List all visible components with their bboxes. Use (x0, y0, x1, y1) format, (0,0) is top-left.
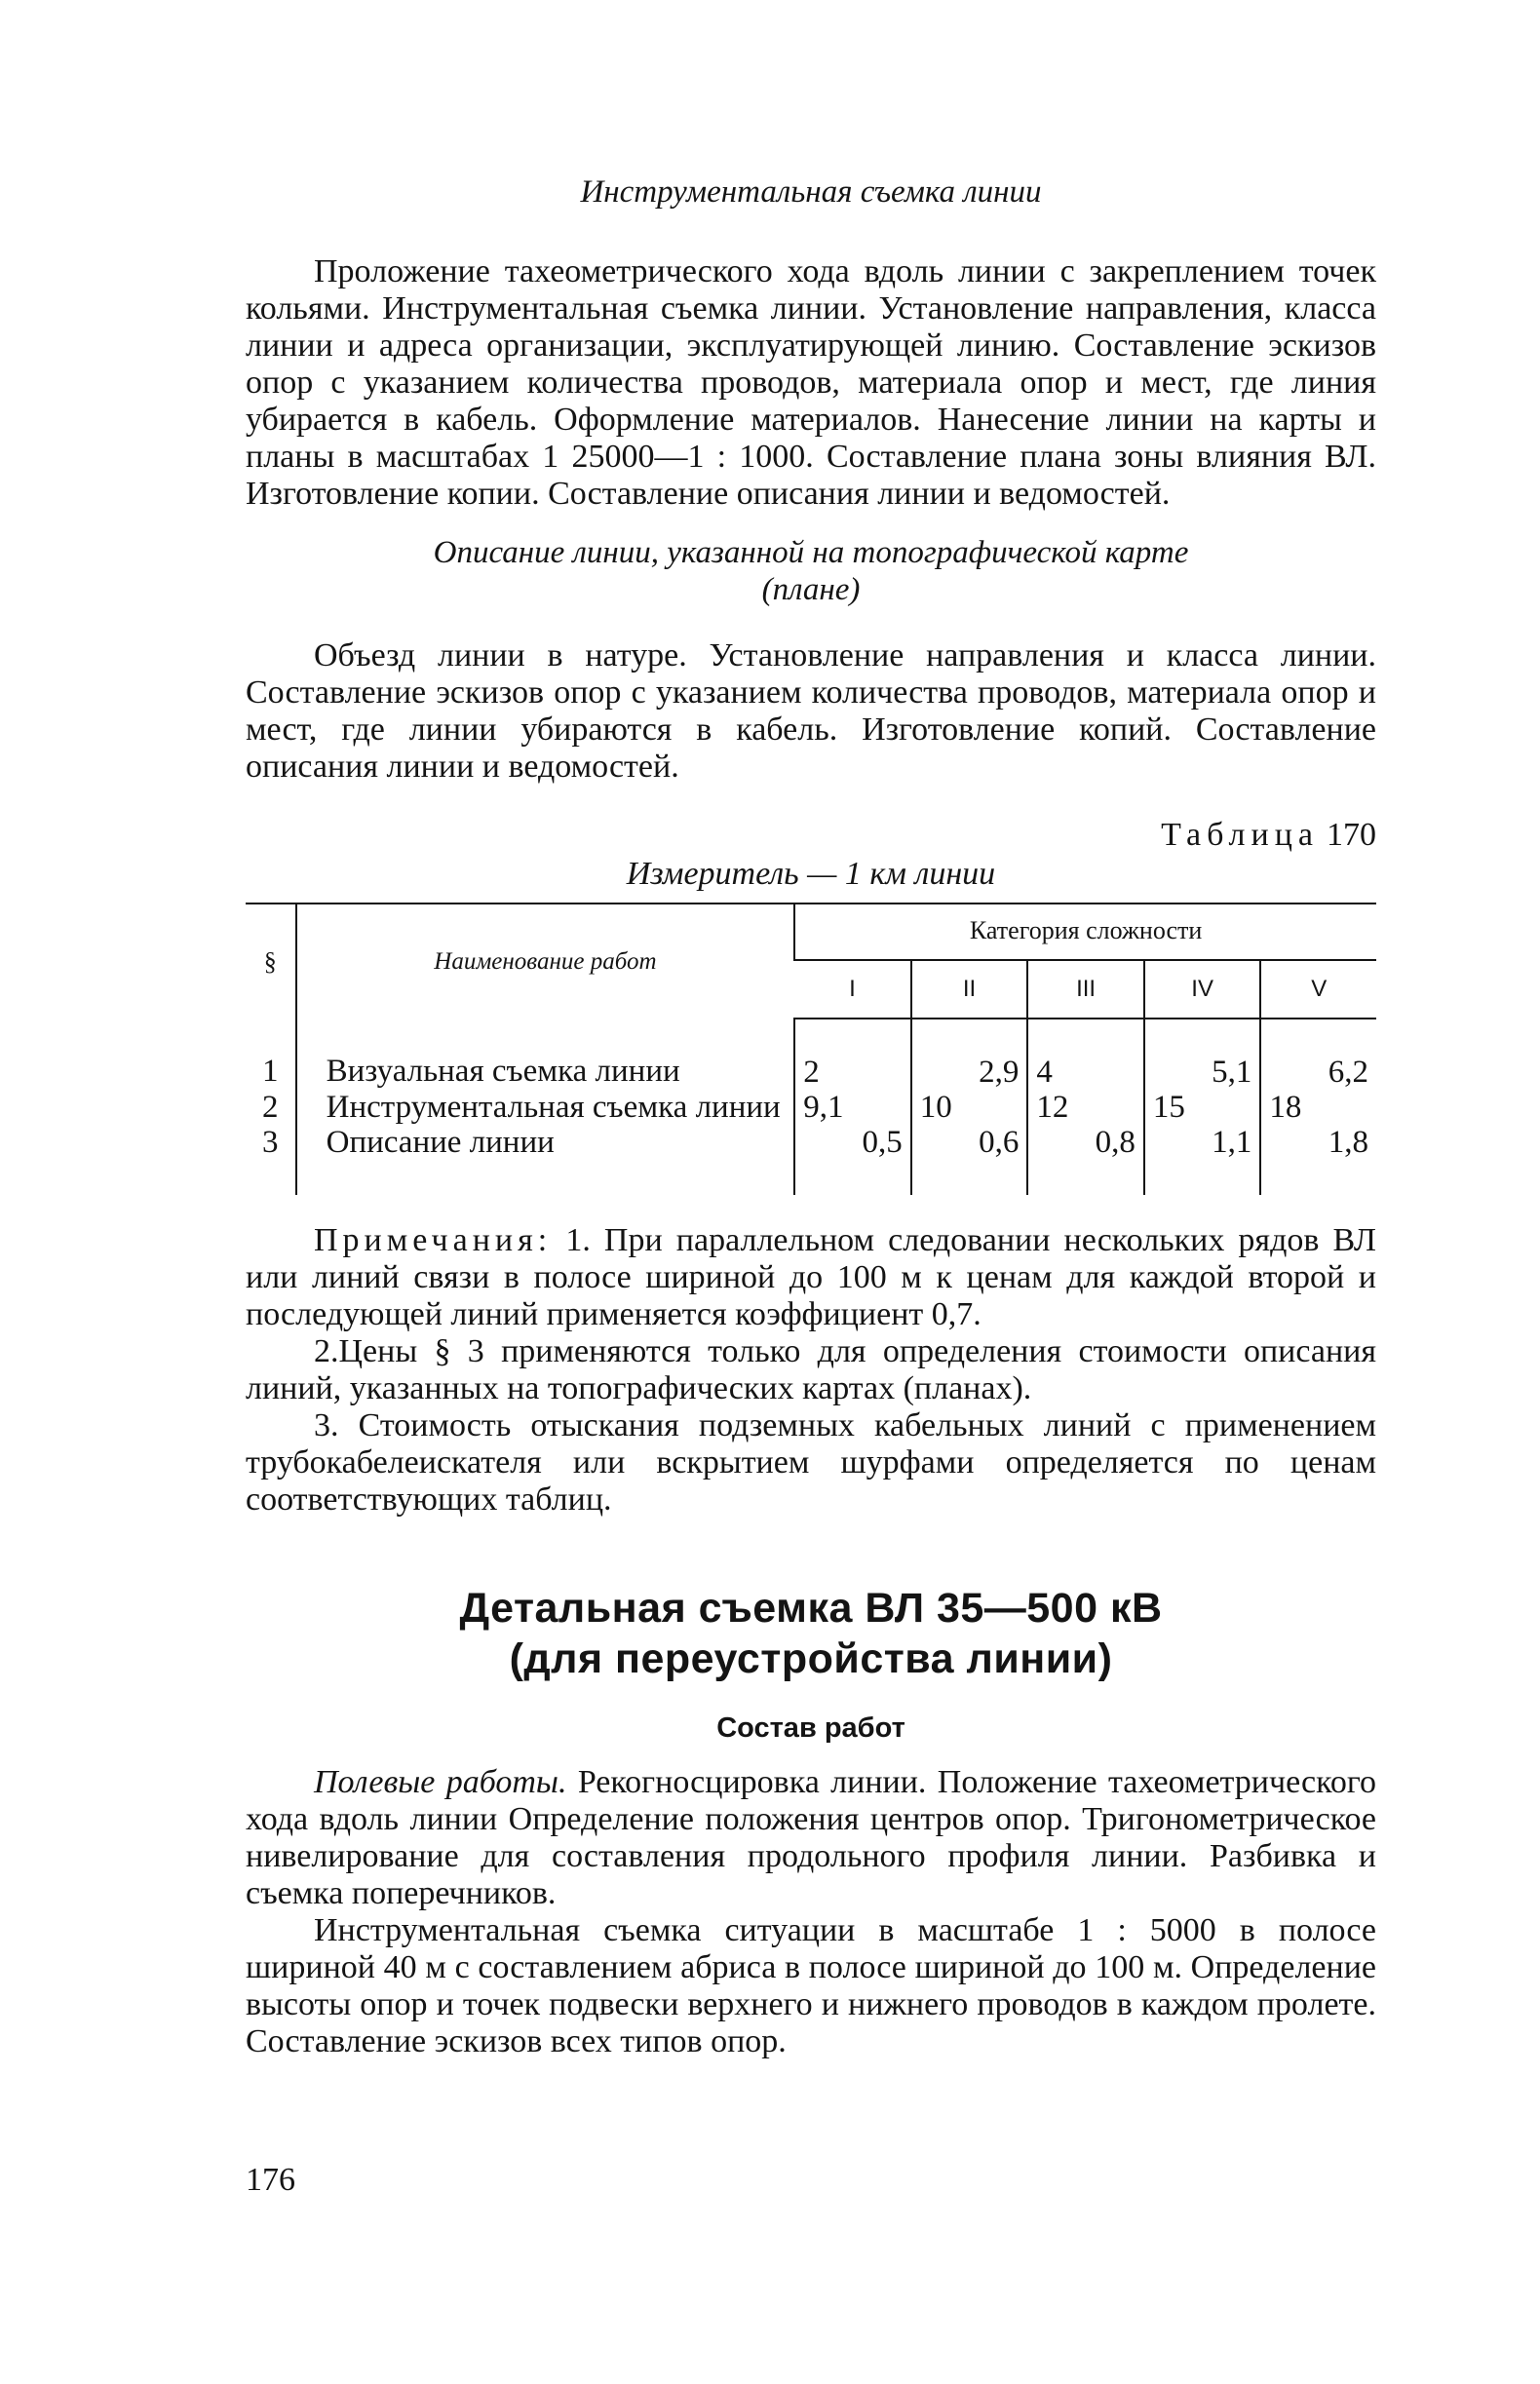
value-cell: 0,8 (1095, 1125, 1136, 1160)
table-number: 170 (1327, 817, 1376, 853)
value-cell: 9,1 (803, 1090, 844, 1125)
row-num: 2 (262, 1090, 279, 1125)
note-2: 2.Цены § 3 применяются только для определения стоимости описания линий, указанных на топографических картах (планах). (246, 1333, 1376, 1406)
row-value (1144, 1019, 1261, 1090)
value-cell: 10 (919, 1090, 952, 1125)
page-number: 176 (246, 2162, 295, 2198)
table-caption (246, 799, 1376, 897)
value-cell: 1,1 (1212, 1125, 1252, 1160)
value-cell: 15 (1152, 1090, 1185, 1125)
value-cell: 0,6 (979, 1125, 1020, 1160)
section-title-description (246, 534, 1376, 608)
row-value (1144, 1125, 1261, 1195)
paragraph-instrumental: Проложение тахеометрического хода вдоль линии с закреплением точек кольями. Инструментальная съемка линии. Установление направления, класса линии и адреса организации, эксплуатирующей линию. Составление эскизов опор с указанием количества проводов, материала опор и мест, где линия убирается в кабель. Оформление материалов. Нанесение линии на карты и планы в масштабах 1 25000—1 : 1000. Составление плана зоны влияния ВЛ. Изготовление копии. Составление описания линии и ведомостей. (246, 253, 1376, 512)
row-value (911, 1019, 1028, 1090)
row-name: Визуальная съемка линии (296, 1019, 795, 1090)
row-value (1027, 1019, 1144, 1090)
field-works-lead: Полевые работы. (314, 1764, 567, 1800)
page-content (246, 173, 1376, 2060)
section-title-detailed-line1: Детальная съемка ВЛ 35—500 кВ (459, 1585, 1163, 1632)
row-value (1144, 1090, 1261, 1125)
row-value (1027, 1125, 1144, 1195)
value-cell: 1,8 (1328, 1125, 1368, 1160)
row-value (794, 1125, 911, 1195)
col-header-cat-4: IV (1144, 960, 1261, 1019)
table-label-text: Таблица (1161, 817, 1319, 853)
table-label (1161, 817, 1376, 854)
section-title-detailed (246, 1583, 1376, 1684)
field-works-text: Рекогносцировка линии. Положение тахеометрического хода вдоль линии Определение положения центров опор. Тригонометрическое нивелирование для составления продольного профиля линии. Разбивка и съемка поперечников. (246, 1764, 1377, 1911)
col-header-cat-1: I (794, 960, 911, 1019)
paragraph-field-works (246, 1764, 1376, 1912)
row-name: Описание линии (296, 1125, 795, 1195)
row-value (1027, 1090, 1144, 1125)
row-value (1260, 1125, 1376, 1195)
col-header-category: Категория сложности (794, 904, 1376, 960)
section-title-description-line2: (плане) (761, 572, 861, 607)
col-header-cat-5: V (1260, 960, 1376, 1019)
value-cell: 2 (803, 1055, 820, 1090)
row-value (911, 1125, 1028, 1195)
value-cell: 6,2 (1328, 1055, 1368, 1090)
subsection-title-composition: Состав работ (716, 1712, 905, 1744)
col-header-cat-3: III (1027, 960, 1144, 1019)
table-row (246, 1090, 1376, 1125)
notes-label: Примечания: (314, 1222, 553, 1258)
row-num: 3 (262, 1125, 279, 1160)
value-cell: 18 (1269, 1090, 1302, 1125)
row-value (794, 1090, 911, 1125)
value-cell: 4 (1036, 1055, 1053, 1090)
note-1-text: 1. При параллельном следовании нескольких рядов ВЛ или линий связи в полосе шириной до 100 м к ценам для каждой второй и последующей линий применяется коэффициент 0,7. (246, 1222, 1376, 1332)
col-header-name: Наименование работ (296, 904, 795, 1019)
value-cell: 2,9 (979, 1055, 1020, 1090)
section-title-description-line1: Описание линии, указанной на топографической карте (433, 535, 1189, 570)
row-name: Инструментальная съемка линии (296, 1090, 795, 1125)
row-value (794, 1019, 911, 1090)
note-1 (246, 1222, 1376, 1333)
value-cell: 5,1 (1212, 1055, 1252, 1090)
table-header-row (246, 904, 1376, 960)
col-header-paragraph: § (263, 946, 277, 976)
col-header-cat-2: II (911, 960, 1028, 1019)
row-value (1260, 1090, 1376, 1125)
section-title-instrumental: Инструментальная съемка линии (580, 174, 1042, 210)
table-row (246, 1125, 1376, 1195)
row-value (1260, 1019, 1376, 1090)
works-table (246, 903, 1376, 1195)
table-row (246, 1019, 1376, 1090)
row-value (911, 1090, 1028, 1125)
paragraph-instrumental-situation: Инструментальная съемка ситуации в масштабе 1 : 5000 в полосе шириной 40 м с составлением абриса в полосе шириной до 100 м. Определение высоты опор и точек подвески верхнего и нижнего проводов в каждом пролете. Составление эскизов всех типов опор. (246, 1912, 1376, 2059)
note-3: 3. Стоимость отыскания подземных кабельных линий с применением трубокабелеискателя или вскрытием шурфами определяется по ценам соответствующих таблиц. (246, 1407, 1376, 1518)
table-meter: Измеритель — 1 км линии (626, 856, 996, 892)
row-num: 1 (262, 1054, 279, 1089)
value-cell: 12 (1036, 1090, 1069, 1125)
section-title-detailed-line2: (для переустройства линии) (509, 1635, 1113, 1682)
value-cell: 0,5 (862, 1125, 903, 1160)
paragraph-description: Объезд линии в натуре. Установление направления и класса линии. Составление эскизов опор с указанием количества проводов, материала опор и мест, где линии убираются в кабель. Изготовление копий. Составление описания линии и ведомостей. (246, 637, 1376, 785)
notes-block (246, 1222, 1376, 1519)
